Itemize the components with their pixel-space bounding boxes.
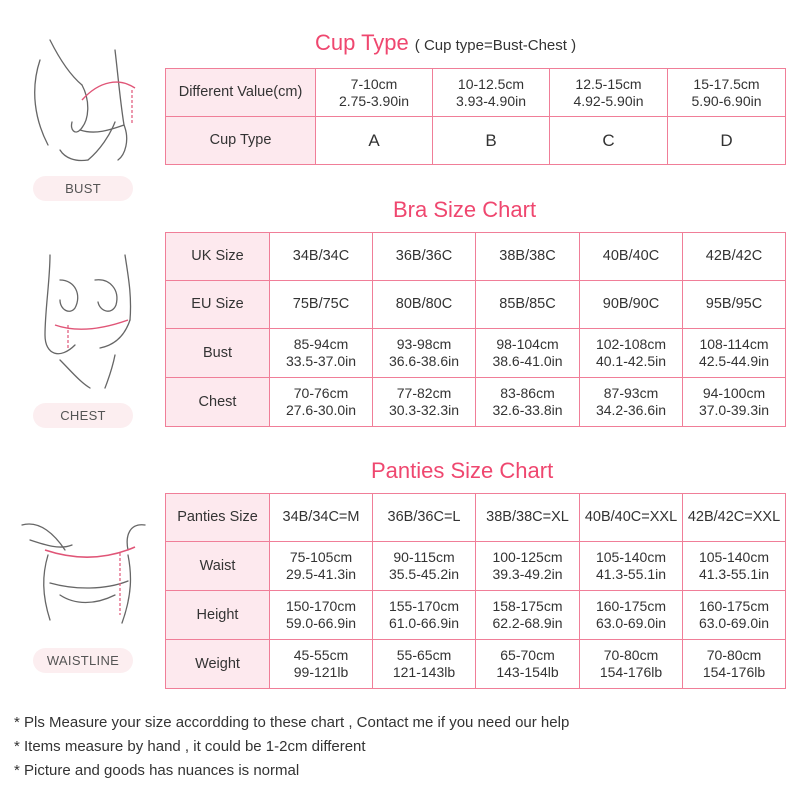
cell-line: D xyxy=(720,131,733,150)
cell-line: 33.5-37.0in xyxy=(285,353,357,369)
waistline-label: WAISTLINE xyxy=(33,648,133,673)
cell-line: 12.5-15cm xyxy=(575,75,642,92)
row-header: Weight xyxy=(166,640,270,689)
note-line: * Items measure by hand , it could be 1-2cm different xyxy=(14,738,366,755)
cell-line: 95B/95C xyxy=(705,296,763,312)
waist-measure-illustration-icon xyxy=(20,495,150,635)
cell-line: C xyxy=(602,131,615,150)
row-header: Chest xyxy=(166,378,270,427)
bra-size-table xyxy=(165,232,786,427)
table-row xyxy=(166,329,786,378)
note-line: * Picture and goods has nuances is normal xyxy=(14,762,300,779)
chest-label: CHEST xyxy=(33,403,133,428)
cell-line: 34B/34C=M xyxy=(282,509,360,525)
cell-line: 34B/34C xyxy=(292,248,350,264)
cell-line: 36.6-38.6in xyxy=(388,353,460,369)
table-cell xyxy=(476,542,580,591)
table-cell xyxy=(683,494,786,542)
chest-figure xyxy=(20,250,150,390)
cell-line: 42B/42C xyxy=(705,248,763,264)
table-cell xyxy=(270,542,373,591)
row-header: EU Size xyxy=(166,281,270,329)
table-row xyxy=(166,591,786,640)
table-row xyxy=(166,117,786,165)
table-cell xyxy=(580,233,683,281)
cell-line: 36B/36C=L xyxy=(387,509,461,525)
bust-label: BUST xyxy=(33,176,133,201)
cell-line: 38B/38C xyxy=(499,248,556,264)
table-cell xyxy=(373,494,476,542)
table-cell xyxy=(316,117,433,165)
cell-line: B xyxy=(485,131,497,150)
table-cell xyxy=(270,494,373,542)
table-cell xyxy=(270,591,373,640)
table-cell xyxy=(580,542,683,591)
table-cell xyxy=(580,494,683,542)
table-cell xyxy=(373,281,476,329)
table-cell xyxy=(373,329,476,378)
table-cell xyxy=(373,233,476,281)
table-row xyxy=(166,640,786,689)
panties-size-title xyxy=(371,458,553,484)
cell-line: 35.5-45.2in xyxy=(388,566,460,582)
table-row xyxy=(166,281,786,329)
table-row xyxy=(166,494,786,542)
cell-line: 40.1-42.5in xyxy=(595,353,667,369)
cell-line: 4.92-5.90in xyxy=(573,92,644,109)
cell-line: 40B/40C=XXL xyxy=(584,509,678,525)
cell-line: 38.6-41.0in xyxy=(492,353,563,369)
table-cell xyxy=(373,542,476,591)
row-header: Panties Size xyxy=(166,494,270,542)
cell-line: 77-82cm xyxy=(396,385,452,401)
cell-line: 143-154lb xyxy=(496,664,559,680)
cell-line: 59.0-66.9in xyxy=(285,615,357,631)
cell-line: 42.5-44.9in xyxy=(698,353,770,369)
cell-line: 160-175cm xyxy=(595,598,667,614)
notes xyxy=(14,711,569,783)
cell-line: 160-175cm xyxy=(698,598,770,614)
table-row xyxy=(166,69,786,117)
cell-line: 70-80cm xyxy=(706,647,762,663)
cell-line: 121-143lb xyxy=(392,664,456,680)
cup-type-heading: Cup Type xyxy=(315,30,409,55)
cup-type-subtitle: ( Cup type=Bust-Chest ) xyxy=(414,37,577,54)
table-cell xyxy=(550,69,668,117)
cell-line: 70-80cm xyxy=(603,647,659,663)
table-cell xyxy=(476,281,580,329)
cell-line: 154-176lb xyxy=(599,664,663,680)
cell-line: 85-94cm xyxy=(293,336,349,352)
cell-line: 32.6-33.8in xyxy=(492,402,563,418)
cell-line: 29.5-41.3in xyxy=(285,566,357,582)
cell-line: 93-98cm xyxy=(396,336,452,352)
table-cell xyxy=(476,494,580,542)
cell-line: 75-105cm xyxy=(289,549,353,565)
cell-line: 61.0-66.9in xyxy=(388,615,460,631)
table-cell xyxy=(668,69,786,117)
cell-line: 7-10cm xyxy=(350,75,398,92)
table-cell xyxy=(373,591,476,640)
cell-line: 150-170cm xyxy=(285,598,357,614)
table-cell xyxy=(270,378,373,427)
cell-line: 15-17.5cm xyxy=(693,75,760,92)
table-cell xyxy=(580,329,683,378)
cell-line: 40B/40C xyxy=(602,248,660,264)
table-cell xyxy=(476,329,580,378)
table-row xyxy=(166,233,786,281)
panties-size-table xyxy=(165,493,786,689)
cell-line: 3.93-4.90in xyxy=(455,92,527,109)
cell-line: 154-176lb xyxy=(702,664,766,680)
cell-line: 98-104cm xyxy=(496,336,559,352)
cell-line: 94-100cm xyxy=(702,385,766,401)
table-cell xyxy=(270,640,373,689)
row-header: UK Size xyxy=(166,233,270,281)
table-cell xyxy=(580,281,683,329)
table-cell xyxy=(476,640,580,689)
cell-line: A xyxy=(368,131,380,150)
cell-line: 83-86cm xyxy=(500,385,555,401)
cell-line: 105-140cm xyxy=(595,549,667,565)
cell-line: 41.3-55.1in xyxy=(698,566,770,582)
cell-line: 75B/75C xyxy=(292,296,350,312)
cell-line: 90-115cm xyxy=(393,549,455,565)
cell-line: 2.75-3.90in xyxy=(338,92,410,109)
cell-line: 63.0-69.0in xyxy=(595,615,667,631)
row-header: Height xyxy=(166,591,270,640)
cell-line: 34.2-36.6in xyxy=(595,402,667,418)
table-cell xyxy=(683,329,786,378)
cell-line: 99-121lb xyxy=(293,664,349,680)
table-cell xyxy=(476,591,580,640)
row-header: Different Value(cm) xyxy=(166,69,316,117)
table-row xyxy=(166,542,786,591)
table-row xyxy=(166,378,786,427)
table-cell xyxy=(433,69,550,117)
cell-line: 85B/85C xyxy=(499,296,556,312)
row-header: Waist xyxy=(166,542,270,591)
table-cell xyxy=(580,591,683,640)
cell-line: 155-170cm xyxy=(388,598,460,614)
table-cell xyxy=(476,233,580,281)
table-cell xyxy=(580,640,683,689)
cell-line: 10-12.5cm xyxy=(457,75,525,92)
cell-line: 27.6-30.0in xyxy=(285,402,357,418)
cell-line: 37.0-39.3in xyxy=(698,402,770,418)
cell-line: 100-125cm xyxy=(492,549,563,565)
bust-figure xyxy=(20,30,150,170)
cell-line: 65-70cm xyxy=(500,647,555,663)
table-cell xyxy=(668,117,786,165)
bust-measure-illustration-icon xyxy=(20,30,150,170)
cell-line: 63.0-69.0in xyxy=(698,615,770,631)
cup-type-title xyxy=(315,30,576,56)
table-cell xyxy=(476,378,580,427)
cell-line: 102-108cm xyxy=(595,336,667,352)
cell-line: 30.3-32.3in xyxy=(388,402,460,418)
cell-line: 55-65cm xyxy=(396,647,452,663)
cell-line: 90B/90C xyxy=(602,296,660,312)
cell-line: 39.3-49.2in xyxy=(492,566,563,582)
table-cell xyxy=(270,281,373,329)
cell-line: 108-114cm xyxy=(699,336,769,352)
table-cell xyxy=(550,117,668,165)
table-cell xyxy=(683,378,786,427)
table-cell xyxy=(580,378,683,427)
cell-line: 42B/42C=XXL xyxy=(687,509,781,525)
table-cell xyxy=(683,233,786,281)
cell-line: 38B/38C=XL xyxy=(486,509,569,525)
cell-line: 70-76cm xyxy=(293,385,349,401)
cell-line: 45-55cm xyxy=(293,647,349,663)
row-header: Bust xyxy=(166,329,270,378)
table-cell xyxy=(683,542,786,591)
table-cell xyxy=(270,329,373,378)
cell-line: 5.90-6.90in xyxy=(691,92,762,109)
table-cell xyxy=(373,378,476,427)
table-cell xyxy=(683,591,786,640)
row-header: Cup Type xyxy=(166,117,316,165)
table-cell xyxy=(683,281,786,329)
cell-line: 105-140cm xyxy=(698,549,770,565)
bra-size-heading: Bra Size Chart xyxy=(393,197,537,222)
cell-line: 80B/80C xyxy=(395,296,453,312)
bra-size-title xyxy=(393,197,536,223)
table-cell xyxy=(373,640,476,689)
cell-line: 87-93cm xyxy=(603,385,659,401)
table-cell xyxy=(683,640,786,689)
note-line: * Pls Measure your size accordding to these chart , Contact me if you need our help xyxy=(14,714,570,731)
cell-line: 158-175cm xyxy=(492,598,563,614)
panties-size-heading: Panties Size Chart xyxy=(371,458,554,483)
cell-line: 62.2-68.9in xyxy=(492,615,563,631)
waist-figure xyxy=(20,495,150,635)
table-cell xyxy=(270,233,373,281)
cell-line: 36B/36C xyxy=(395,248,453,264)
chest-measure-illustration-icon xyxy=(20,250,150,390)
table-cell xyxy=(316,69,433,117)
cup-type-table xyxy=(165,68,786,165)
cell-line: 41.3-55.1in xyxy=(595,566,667,582)
table-cell xyxy=(433,117,550,165)
